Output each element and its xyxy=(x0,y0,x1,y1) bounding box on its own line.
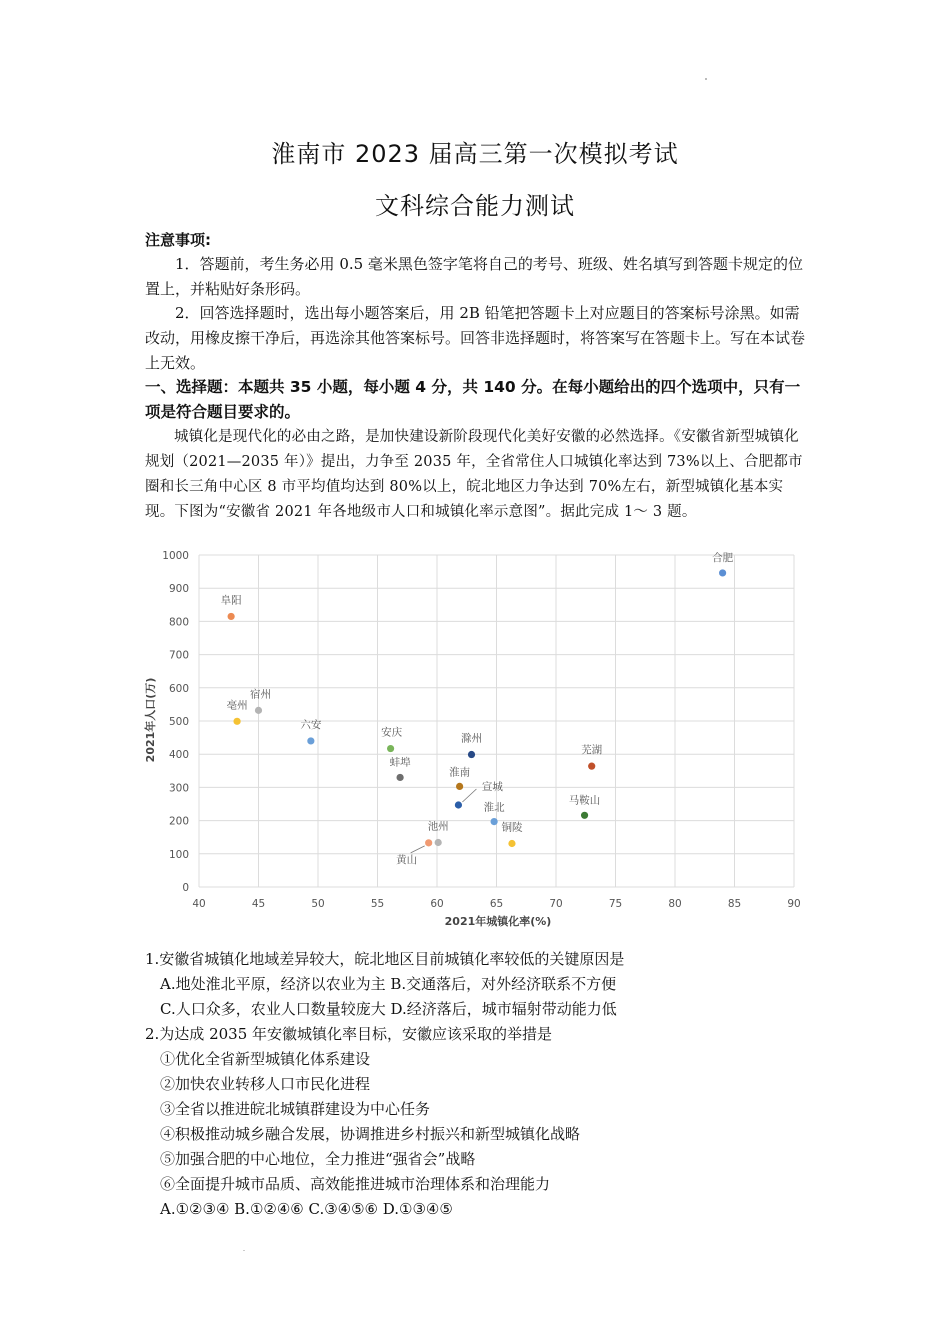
data-point-13 xyxy=(435,839,442,846)
y-tick-label: 0 xyxy=(182,882,189,894)
data-point-6 xyxy=(387,745,394,752)
question-1-stem: 1.安徽省城镇化地域差异较大，皖北地区目前城镇化率较低的关键原因是 xyxy=(145,950,625,968)
x-axis-label: 2021年城镇化率(%) xyxy=(444,915,552,928)
question-2-stem: 2.为达成 2035 年安徽城镇化率目标，安徽应该采取的举措是 xyxy=(145,1025,553,1043)
data-point-1 xyxy=(719,569,726,576)
x-tick-label: 65 xyxy=(489,898,504,910)
notice-heading: 注意事项: xyxy=(145,231,211,249)
data-point-5 xyxy=(307,737,314,744)
y-tick-label: 800 xyxy=(168,616,189,629)
x-tick-label: 90 xyxy=(787,898,801,910)
question-1-options-cd: C.人口众多，农业人口数量较庞大 D.经济落后，城市辐射带动能力低 xyxy=(160,1000,617,1018)
y-tick-label: 700 xyxy=(168,649,189,662)
point-label: 淮北 xyxy=(483,801,505,814)
y-tick-label: 500 xyxy=(168,716,189,728)
question-2-item-3: ③全省以推进皖北城镇群建设为中心任务 xyxy=(160,1100,431,1118)
question-2-item-1: ①优化全省新型城镇化体系建设 xyxy=(160,1050,371,1068)
x-tick-label: 75 xyxy=(608,898,623,910)
section-heading: 一、选择题：本题共 35 小题，每小题 4 分，共 140 分。在每小题给出的四个选项中，只有一项是符合题目要求的。 xyxy=(145,378,801,421)
point-label: 阜阳 xyxy=(220,594,242,607)
data-point-2 xyxy=(228,613,235,620)
notice-item-1: 1．答题前，考生务必用 0.5 毫米黑色签字笔将自己的考号、班级、姓名填写到答题卡规定的位置上，并粘贴好条形码。 xyxy=(145,255,803,298)
point-label: 蚌埠 xyxy=(389,756,411,769)
y-tick-label: 200 xyxy=(168,815,189,828)
point-label: 池州 xyxy=(427,820,449,833)
point-label: 淮南 xyxy=(449,766,471,779)
exam-title: 淮南市 2023 届高三第一次模拟考试 xyxy=(271,140,679,168)
leader-line xyxy=(411,846,425,853)
question-1-options-ab: A.地处淮北平原，经济以农业为主 B.交通落后，对外经济联系不方便 xyxy=(160,975,617,993)
data-point-10 xyxy=(455,801,462,808)
data-point-15 xyxy=(588,763,595,770)
data-point-4 xyxy=(255,707,262,714)
chart-points xyxy=(221,551,734,866)
point-label: 宿州 xyxy=(250,688,271,701)
x-tick-label: 45 xyxy=(251,898,266,910)
notice-item-2: 2．回答选择题时，选出每小题答案后，用 2B 铅笔把答题卡上对应题目的答案标号涂黑。如需改动，用橡皮擦干净后，再选涂其他答案标号。回答非选择题时，将答案写在答题卡上。写在本试卷上无效。 xyxy=(145,304,806,372)
x-tick-label: 70 xyxy=(549,898,563,910)
point-label: 安庆 xyxy=(381,726,403,739)
y-tick-label: 600 xyxy=(168,682,189,695)
x-tick-label: 60 xyxy=(430,898,444,910)
point-label: 马鞍山 xyxy=(568,794,601,807)
data-point-16 xyxy=(581,812,588,819)
question-2-item-2: ②加快农业转移人口市民化进程 xyxy=(160,1075,371,1093)
x-tick-label: 50 xyxy=(311,898,325,910)
point-label: 芜湖 xyxy=(581,744,603,757)
section-intro: 城镇化是现代化的必由之路，是加快建设新阶段现代化美好安徽的必然选择。《安徽省新型城镇化规划（2021—2035 年）》提出，力争至 2035 年，全省常住人口城镇化率达到 73%以上、合肥都市圈和长三角中心区 8 市平均值均达到 80%以上，皖北地区力争达到 70%左右，新型城镇化基本实现。下图为“安徽省 2021 年各地级市人口和城镇化率示意图”。据此完成 1～ 3 题。 xyxy=(145,429,803,520)
data-point-7 xyxy=(397,774,404,781)
leader-line xyxy=(462,789,476,802)
data-point-9 xyxy=(456,783,463,790)
question-2-answer-options: A.①②③④ B.①②④⑥ C.③④⑤⑥ D.①③④⑤ xyxy=(160,1200,453,1218)
data-point-14 xyxy=(425,839,432,846)
point-label: 六安 xyxy=(300,718,322,731)
x-tick-label: 55 xyxy=(370,898,385,910)
chart-grid xyxy=(199,555,794,887)
y-tick-label: 100 xyxy=(168,848,189,861)
y-axis-label: 2021年人口(万) xyxy=(144,677,157,763)
point-label: 铜陵 xyxy=(501,821,523,834)
exam-subtitle: 文科综合能力测试 xyxy=(375,192,575,220)
data-point-8 xyxy=(468,751,475,758)
y-tick-label: 400 xyxy=(168,749,189,762)
point-label: 合肥 xyxy=(712,551,734,564)
point-label: 亳州 xyxy=(226,699,248,712)
point-label: 黄山 xyxy=(396,853,418,866)
y-tick-label: 300 xyxy=(168,782,189,795)
question-2-item-4: ④积极推动城乡融合发展，协调推进乡村振兴和新型城镇化战略 xyxy=(160,1125,581,1143)
scatter-chart xyxy=(140,545,810,935)
data-point-3 xyxy=(233,718,240,725)
scan-speck xyxy=(705,78,707,80)
point-label: 宣城 xyxy=(481,780,503,793)
data-point-12 xyxy=(508,840,515,847)
scan-speck xyxy=(243,1250,245,1251)
x-tick-label: 40 xyxy=(192,898,206,910)
question-2-item-5: ⑤加强合肥的中心地位，全力推进“强省会”战略 xyxy=(160,1150,476,1168)
y-tick-label: 900 xyxy=(168,583,189,596)
x-tick-label: 85 xyxy=(727,898,742,910)
data-point-11 xyxy=(491,818,498,825)
y-tick-label: 1000 xyxy=(162,550,189,562)
question-2-item-6: ⑥全面提升城市品质、高效能推进城市治理体系和治理能力 xyxy=(160,1175,551,1193)
point-label: 滁州 xyxy=(461,732,483,745)
x-tick-label: 80 xyxy=(668,898,682,910)
